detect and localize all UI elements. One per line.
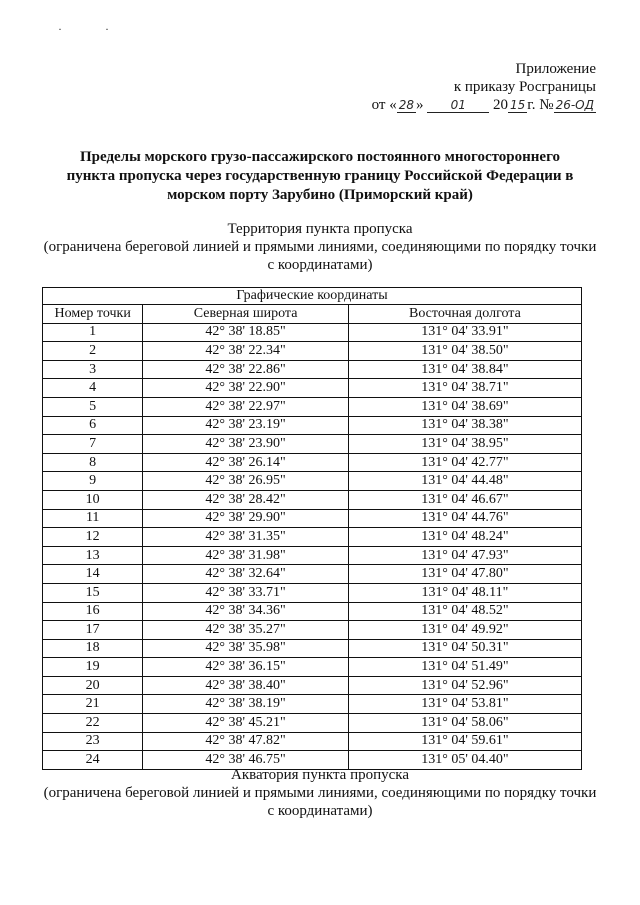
table-row: [43, 323, 582, 342]
point-number-cell: 24: [43, 751, 143, 770]
point-number-cell: 21: [43, 695, 143, 714]
table-row: [43, 379, 582, 398]
longitude-cell: 131° 04' 38.95": [348, 435, 581, 454]
annex-block: [336, 60, 596, 114]
coordinates-body: [43, 323, 582, 769]
table-row: [43, 509, 582, 528]
latitude-cell: 42° 38' 23.19": [143, 416, 348, 435]
table-row: [43, 528, 582, 547]
table-row: [43, 453, 582, 472]
latitude-cell: 42° 38' 22.97": [143, 397, 348, 416]
column-header-longitude: Восточная долгота: [348, 305, 581, 324]
point-number-cell: 23: [43, 732, 143, 751]
longitude-cell: 131° 04' 38.84": [348, 360, 581, 379]
latitude-cell: 42° 38' 28.42": [143, 490, 348, 509]
date-day: 28: [398, 98, 415, 112]
longitude-cell: 131° 04' 48.11": [348, 583, 581, 602]
point-number-cell: 13: [43, 546, 143, 565]
point-number-cell: 15: [43, 583, 143, 602]
table-row: [43, 565, 582, 584]
latitude-cell: 42° 38' 46.75": [143, 751, 348, 770]
latitude-cell: 42° 38' 38.19": [143, 695, 348, 714]
table-row: [43, 360, 582, 379]
latitude-cell: 42° 38' 36.15": [143, 658, 348, 677]
latitude-cell: 42° 38' 18.85": [143, 323, 348, 342]
table-row: [43, 546, 582, 565]
longitude-cell: 131° 04' 51.49": [348, 658, 581, 677]
column-header-point: Номер точки: [43, 305, 143, 324]
order-number: 26-ОД: [555, 98, 594, 112]
table-row: [43, 676, 582, 695]
column-header-latitude: Северная широта: [143, 305, 348, 324]
point-number-cell: 18: [43, 639, 143, 658]
point-number-cell: 6: [43, 416, 143, 435]
scan-specks: · ·: [58, 22, 129, 36]
aquatory-note: (ограничена береговой линией и прямыми линиями, соединяющими по порядку точки с координатами): [43, 785, 597, 819]
latitude-cell: 42° 38' 26.95": [143, 472, 348, 491]
longitude-cell: 131° 04' 38.50": [348, 342, 581, 361]
aquatory-section: [40, 766, 600, 820]
longitude-cell: 131° 04' 49.92": [348, 621, 581, 640]
point-number-cell: 14: [43, 565, 143, 584]
latitude-cell: 42° 38' 45.21": [143, 714, 348, 733]
date-year-prefix: 20: [493, 97, 509, 113]
longitude-cell: 131° 04' 58.06": [348, 714, 581, 733]
longitude-cell: 131° 04' 33.91": [348, 323, 581, 342]
latitude-cell: 42° 38' 31.98": [143, 546, 348, 565]
latitude-cell: 42° 38' 31.35": [143, 528, 348, 547]
longitude-cell: 131° 04' 52.96": [348, 676, 581, 695]
longitude-cell: 131° 04' 47.80": [348, 565, 581, 584]
territory-heading: Территория пункта пропуска: [227, 221, 413, 237]
table-row: [43, 583, 582, 602]
longitude-cell: 131° 04' 48.24": [348, 528, 581, 547]
table-row: [43, 397, 582, 416]
latitude-cell: 42° 38' 35.98": [143, 639, 348, 658]
point-number-cell: 7: [43, 435, 143, 454]
longitude-cell: 131° 04' 59.61": [348, 732, 581, 751]
table-row: [43, 490, 582, 509]
group-header: Графические координаты: [43, 288, 582, 305]
table-row: [43, 602, 582, 621]
date-year-suffix: 15: [510, 98, 526, 112]
longitude-cell: 131° 04' 46.67": [348, 490, 581, 509]
table-row: [43, 695, 582, 714]
point-number-cell: 3: [43, 360, 143, 379]
latitude-cell: 42° 38' 38.40": [143, 676, 348, 695]
coordinates-table: [42, 287, 582, 770]
latitude-cell: 42° 38' 32.64": [143, 565, 348, 584]
latitude-cell: 42° 38' 23.90": [143, 435, 348, 454]
longitude-cell: 131° 04' 38.71": [348, 379, 581, 398]
longitude-cell: 131° 04' 48.52": [348, 602, 581, 621]
date-prefix: от «: [371, 97, 397, 113]
table-row: [43, 621, 582, 640]
longitude-cell: 131° 04' 38.38": [348, 416, 581, 435]
territory-note: (ограничена береговой линией и прямыми линиями, соединяющими по порядку точки с координатами): [43, 239, 597, 273]
point-number-cell: 11: [43, 509, 143, 528]
point-number-cell: 5: [43, 397, 143, 416]
point-number-cell: 22: [43, 714, 143, 733]
table-row: [43, 342, 582, 361]
table-row: [43, 732, 582, 751]
territory-section: [40, 220, 600, 274]
table-row: [43, 714, 582, 733]
point-number-cell: 17: [43, 621, 143, 640]
point-number-cell: 8: [43, 453, 143, 472]
latitude-cell: 42° 38' 34.36": [143, 602, 348, 621]
longitude-cell: 131° 05' 04.40": [348, 751, 581, 770]
latitude-cell: 42° 38' 47.82": [143, 732, 348, 751]
aquatory-heading: Акватория пункта пропуска: [230, 767, 410, 783]
longitude-cell: 131° 04' 38.69": [348, 397, 581, 416]
point-number-cell: 9: [43, 472, 143, 491]
latitude-cell: 42° 38' 26.14": [143, 453, 348, 472]
longitude-cell: 131° 04' 47.93": [348, 546, 581, 565]
longitude-cell: 131° 04' 50.31": [348, 639, 581, 658]
table-row: [43, 472, 582, 491]
point-number-cell: 10: [43, 490, 143, 509]
latitude-cell: 42° 38' 22.34": [143, 342, 348, 361]
longitude-cell: 131° 04' 44.76": [348, 509, 581, 528]
longitude-cell: 131° 04' 53.81": [348, 695, 581, 714]
latitude-cell: 42° 38' 35.27": [143, 621, 348, 640]
longitude-cell: 131° 04' 44.48": [348, 472, 581, 491]
date-mid: »: [416, 97, 424, 113]
point-number-cell: 1: [43, 323, 143, 342]
table-row: [43, 416, 582, 435]
date-year-end: г. №: [527, 97, 554, 113]
order-date-line: [336, 96, 596, 114]
table-row: [43, 435, 582, 454]
point-number-cell: 4: [43, 379, 143, 398]
longitude-cell: 131° 04' 42.77": [348, 453, 581, 472]
latitude-cell: 42° 38' 29.90": [143, 509, 348, 528]
latitude-cell: 42° 38' 22.86": [143, 360, 348, 379]
latitude-cell: 42° 38' 33.71": [143, 583, 348, 602]
order-reference: к приказу Росграницы: [453, 79, 596, 95]
date-month: 01: [427, 98, 489, 113]
point-number-cell: 12: [43, 528, 143, 547]
table-row: [43, 639, 582, 658]
latitude-cell: 42° 38' 22.90": [143, 379, 348, 398]
point-number-cell: 2: [43, 342, 143, 361]
point-number-cell: 19: [43, 658, 143, 677]
table-row: [43, 658, 582, 677]
document-title: Пределы морского грузо-пассажирского постоянного многостороннего пункта пропуска через государственную границу Российской Федерации в морском порту Зарубино (Приморский край): [66, 149, 574, 203]
point-number-cell: 20: [43, 676, 143, 695]
point-number-cell: 16: [43, 602, 143, 621]
annex-label: Приложение: [515, 61, 596, 77]
